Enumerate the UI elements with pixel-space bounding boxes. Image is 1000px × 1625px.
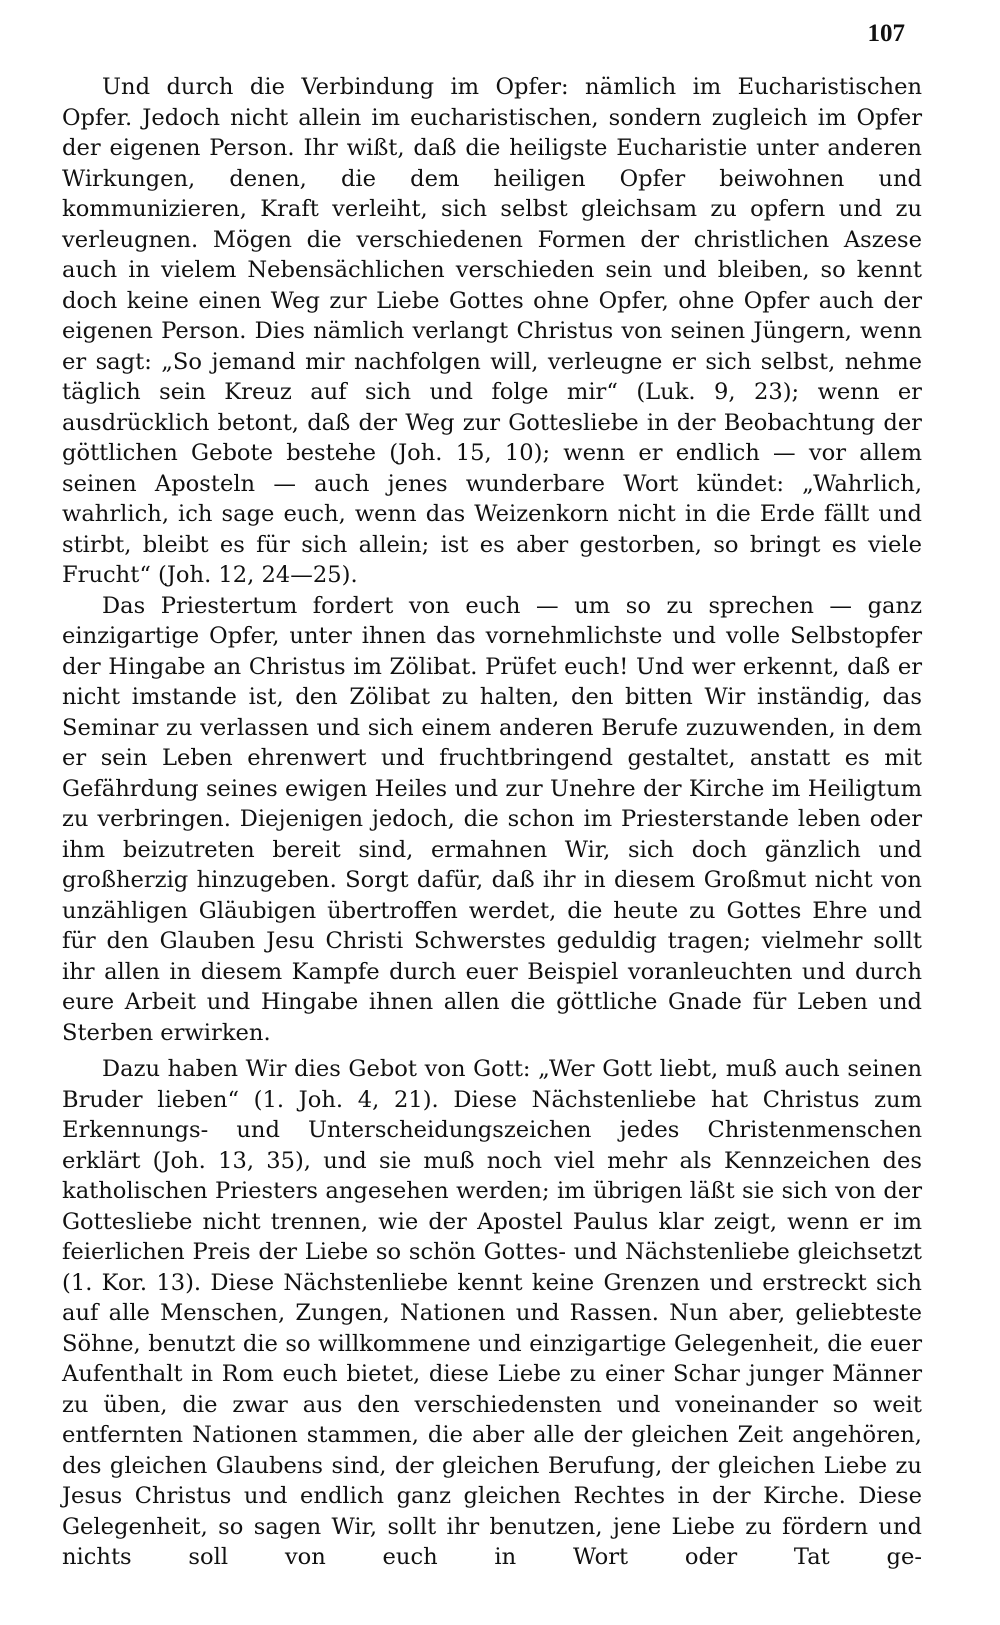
page-number: 107 bbox=[867, 20, 905, 47]
paragraph-neighbor-love: Dazu haben Wir dies Gebot von Gott: „Wer Gott liebt, muß auch seinen Bruder lieben“ (1. Joh. 4, 21). Diese Nächstenliebe hat Christus zum Erkennungs- und Unterscheidungszeichen jedes Christenmenschen erklärt (Joh. 13, 35), und sie muß noch viel mehr als Kennzeichen des katholischen Priesters angesehen werden; im übrigen läßt sie sich von der Gottesliebe nicht trennen, wie der Apostel Paulus klar zeigt, wenn er im feierlichen Preis der Liebe so schön Gottes- und Nächstenliebe gleichsetzt (1. Kor. 13). Diese Nächstenliebe kennt keine Grenzen und erstreckt sich auf alle Menschen, Zungen, Nationen und Rassen. Nun aber, geliebteste Söhne, benutzt die so willkommene und einzigartige Gelegenheit, die euer Aufenthalt in Rom euch bietet, diese Liebe zu einer Schar junger Männer zu üben, die zwar aus den verschiedensten und voneinander so weit entfernten Nationen stammen, die aber alle der gleichen Zeit angehören, des gleichen Glaubens sind, der gleichen Berufung, der gleichen Liebe zu Jesus Christus und endlich ganz gleichen Rechtes in der Kirche. Diese Gelegenheit, so sagen Wir, sollt ihr benutzen, jene Liebe zu fördern und nichts soll von euch in Wort oder Tat ge- bbox=[62, 1056, 922, 1570]
paragraph-priesthood-celibacy: Das Priestertum fordert von euch — um so zu sprechen — ganz einzigartige Opfer, unter ihnen das vornehmlichste und volle Selbstopfer der Hingabe an Christus im Zölibat. Prüfet euch! Und wer erkennt, daß er nicht imstande ist, den Zölibat zu halten, den bitten Wir inständig, das Seminar zu verlassen und sich einem anderen Berufe zuzuwenden, in dem er sein Leben ehrenwert und fruchtbringend gestaltet, anstatt es mit Gefährdung seines ewigen Heiles und zur Unehre der Kirche im Heiligtum zu verbringen. Diejenigen jedoch, die schon im Priesterstande leben oder ihm beizutreten bereit sind, ermahnen Wir, sich doch gänzlich und großherzig hinzugeben. Sorgt dafür, daß ihr in diesem Großmut nicht von unzähligen Gläubigen übertroffen werdet, die heute zu Gottes Ehre und für den Glauben Jesu Christi Schwerstes geduldig tragen; vielmehr sollt ihr allen in diesem Kampfe durch euer Beispiel voranleuchten und durch eure Arbeit und Hingabe ihnen allen die göttliche Gnade für Leben und Sterben erwirken. bbox=[62, 592, 922, 1046]
paragraph-eucharist-sacrifice: Und durch die Verbindung im Opfer: nämlich im Eucharistischen Opfer. Jedoch nicht allein im eucharistischen, sondern zugleich im Opfer der eigenen Person. Ihr wißt, daß die heiligste Eucharistie unter anderen Wirkungen, denen, die dem heiligen Opfer beiwohnen und kommunizieren, Kraft verleiht, sich selbst gleichsam zu opfern und zu verleugnen. Mögen die verschiedenen Formen der christlichen Aszese auch in vielem Nebensächlichen verschieden sein und bleiben, so kennt doch keine einen Weg zur Liebe Gottes ohne Opfer, ohne Opfer auch der eigenen Person. Dies nämlich verlangt Christus von seinen Jüngern, wenn er sagt: „So jemand mir nachfolgen will, verleugne er sich selbst, nehme täglich sein Kreuz auf sich und folge mir“ (Luk. 9, 23); wenn er ausdrücklich betont, daß der Weg zur Gottesliebe in der Beobachtung der göttlichen Gebote bestehe (Joh. 15, 10); wenn er endlich — vor allem seinen Aposteln — auch jenes wunderbare Wort kündet: „Wahrlich, wahrlich, ich sage euch, wenn das Weizenkorn nicht in die Erde fällt und stirbt, bleibt es für sich allein; ist es aber gestorben, so bringt es viele Frucht“ (Joh. 12, 24—25). bbox=[62, 74, 922, 588]
body-text bbox=[62, 72, 922, 1573]
